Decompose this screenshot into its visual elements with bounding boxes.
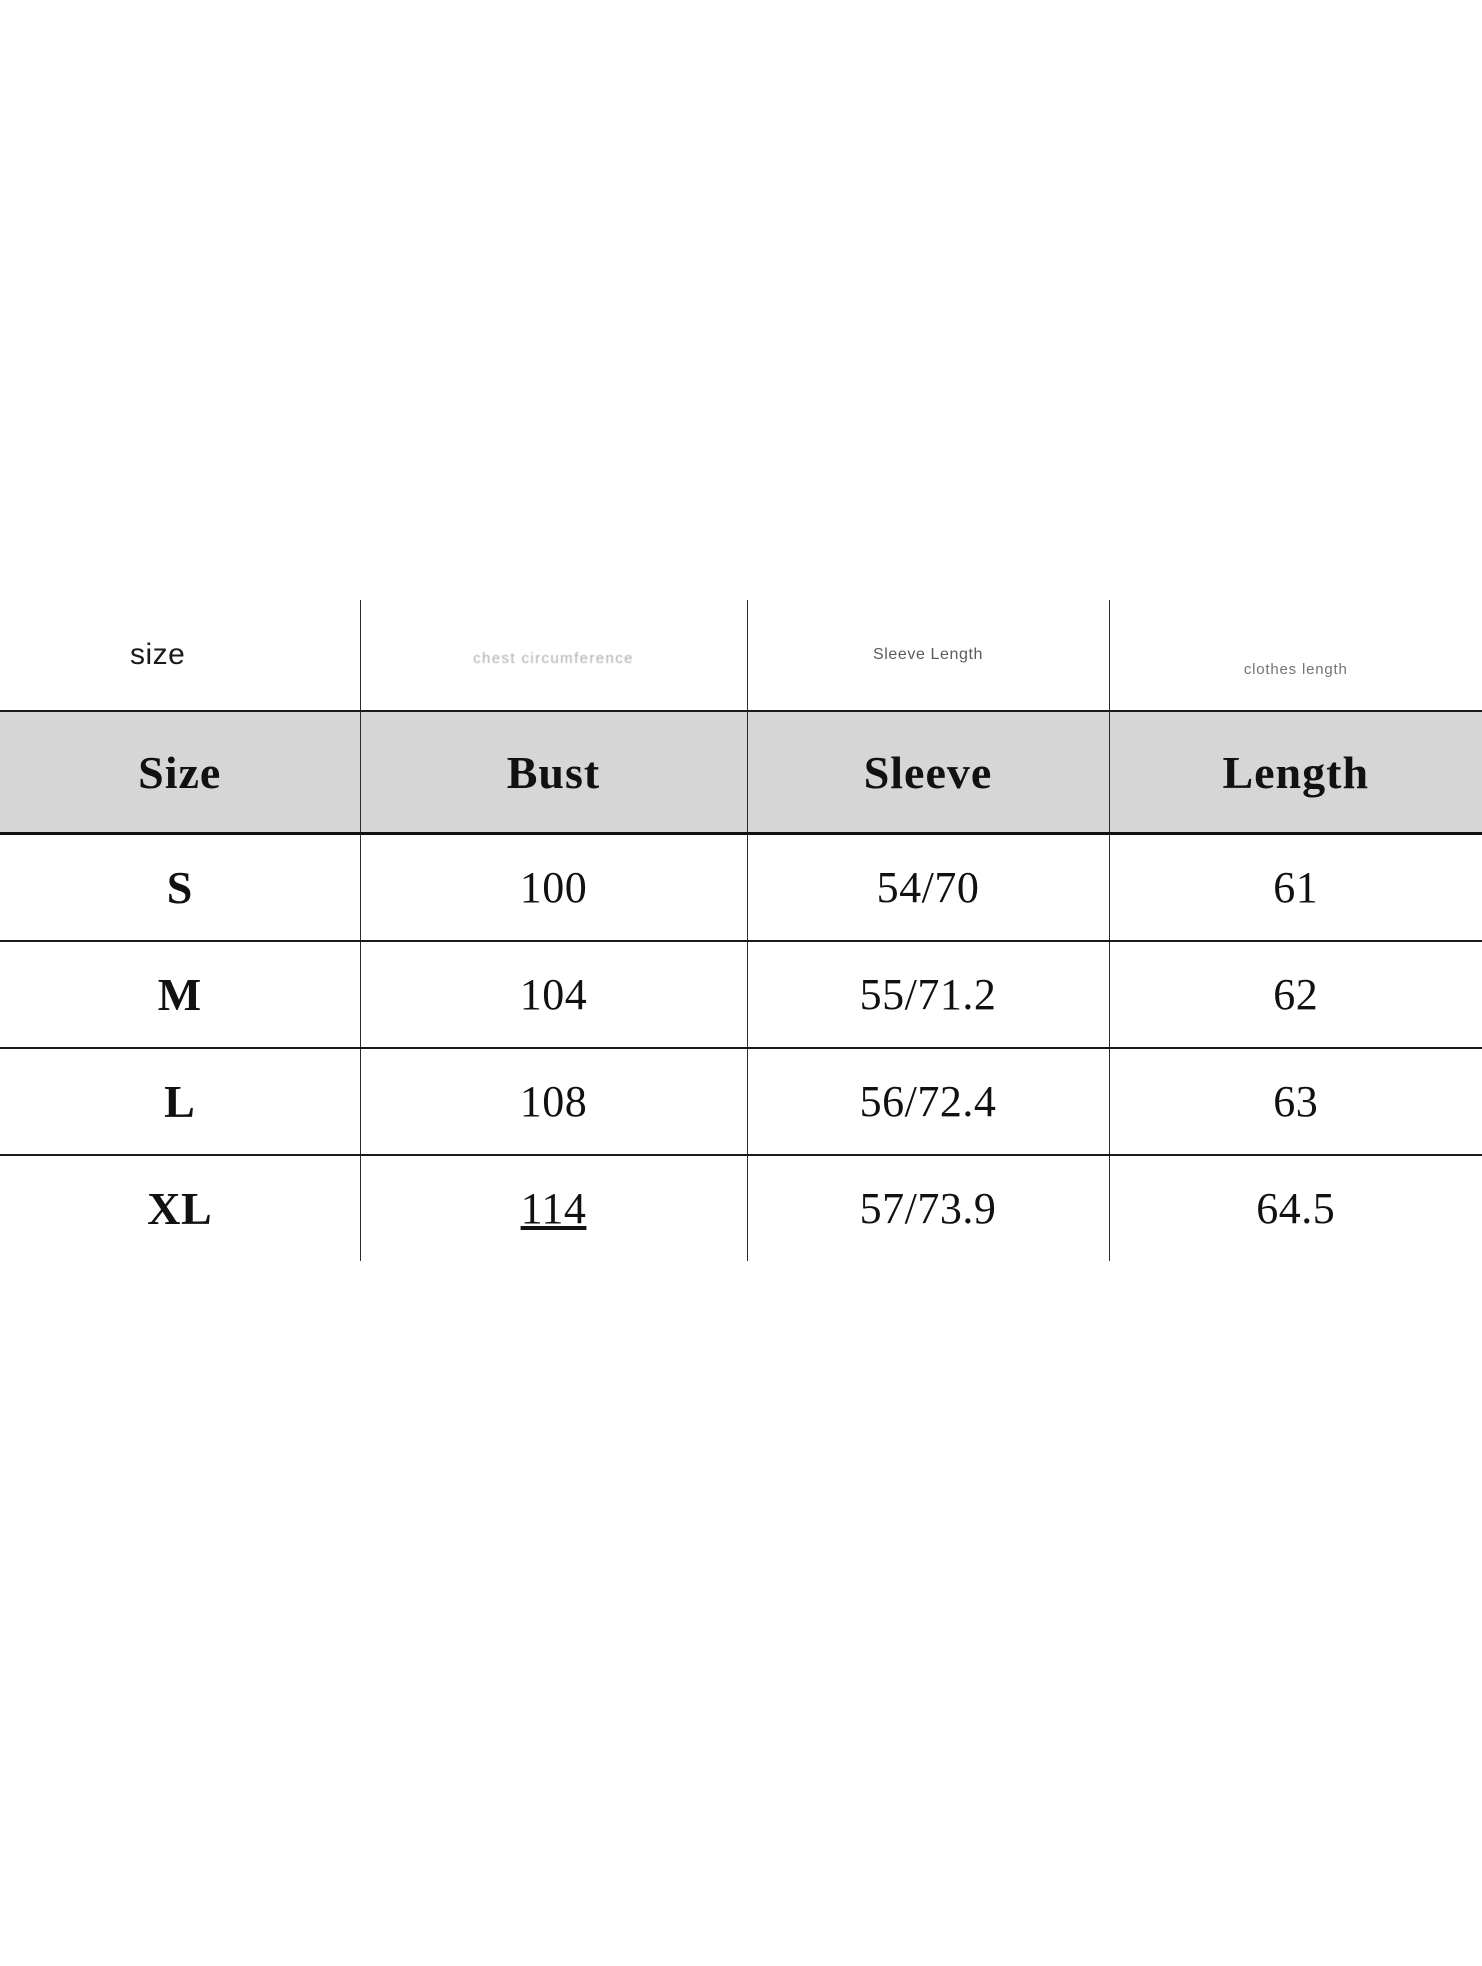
subheader-cell-length [1109, 600, 1482, 711]
cell-sleeve: 55/71.2 [747, 941, 1109, 1048]
cell-sleeve: 57/73.9 [747, 1155, 1109, 1261]
subheader-cell-size [0, 600, 360, 711]
table-header-row [0, 711, 1482, 834]
cell-size: M [0, 941, 360, 1048]
cell-bust: 108 [360, 1048, 747, 1155]
cell-size: XL [0, 1155, 360, 1261]
subheader-label-size: size [130, 638, 186, 671]
table-subheader-row [0, 600, 1482, 711]
cell-bust: 114 [360, 1155, 747, 1261]
size-chart-table [0, 600, 1482, 1261]
subheader-cell-chest [360, 600, 747, 711]
column-header-size: Size [0, 711, 360, 834]
column-header-sleeve: Sleeve [747, 711, 1109, 834]
cell-sleeve: 54/70 [747, 834, 1109, 942]
cell-bust: 100 [360, 834, 747, 942]
cell-bust: 104 [360, 941, 747, 1048]
table-row [0, 834, 1482, 942]
cell-sleeve: 56/72.4 [747, 1048, 1109, 1155]
table-row [0, 1155, 1482, 1261]
cell-length: 61 [1109, 834, 1482, 942]
cell-length: 64.5 [1109, 1155, 1482, 1261]
subheader-label-chest: chest circumference [473, 649, 634, 667]
cell-size: S [0, 834, 360, 942]
cell-length: 62 [1109, 941, 1482, 1048]
cell-length: 63 [1109, 1048, 1482, 1155]
table-row [0, 1048, 1482, 1155]
size-chart [0, 600, 1482, 1261]
table-row [0, 941, 1482, 1048]
cell-size: L [0, 1048, 360, 1155]
subheader-label-length: clothes length [1243, 660, 1348, 678]
column-header-length: Length [1109, 711, 1482, 834]
column-header-bust: Bust [360, 711, 747, 834]
subheader-label-sleeve: Sleeve Length [872, 646, 984, 663]
subheader-cell-sleeve [747, 600, 1109, 711]
